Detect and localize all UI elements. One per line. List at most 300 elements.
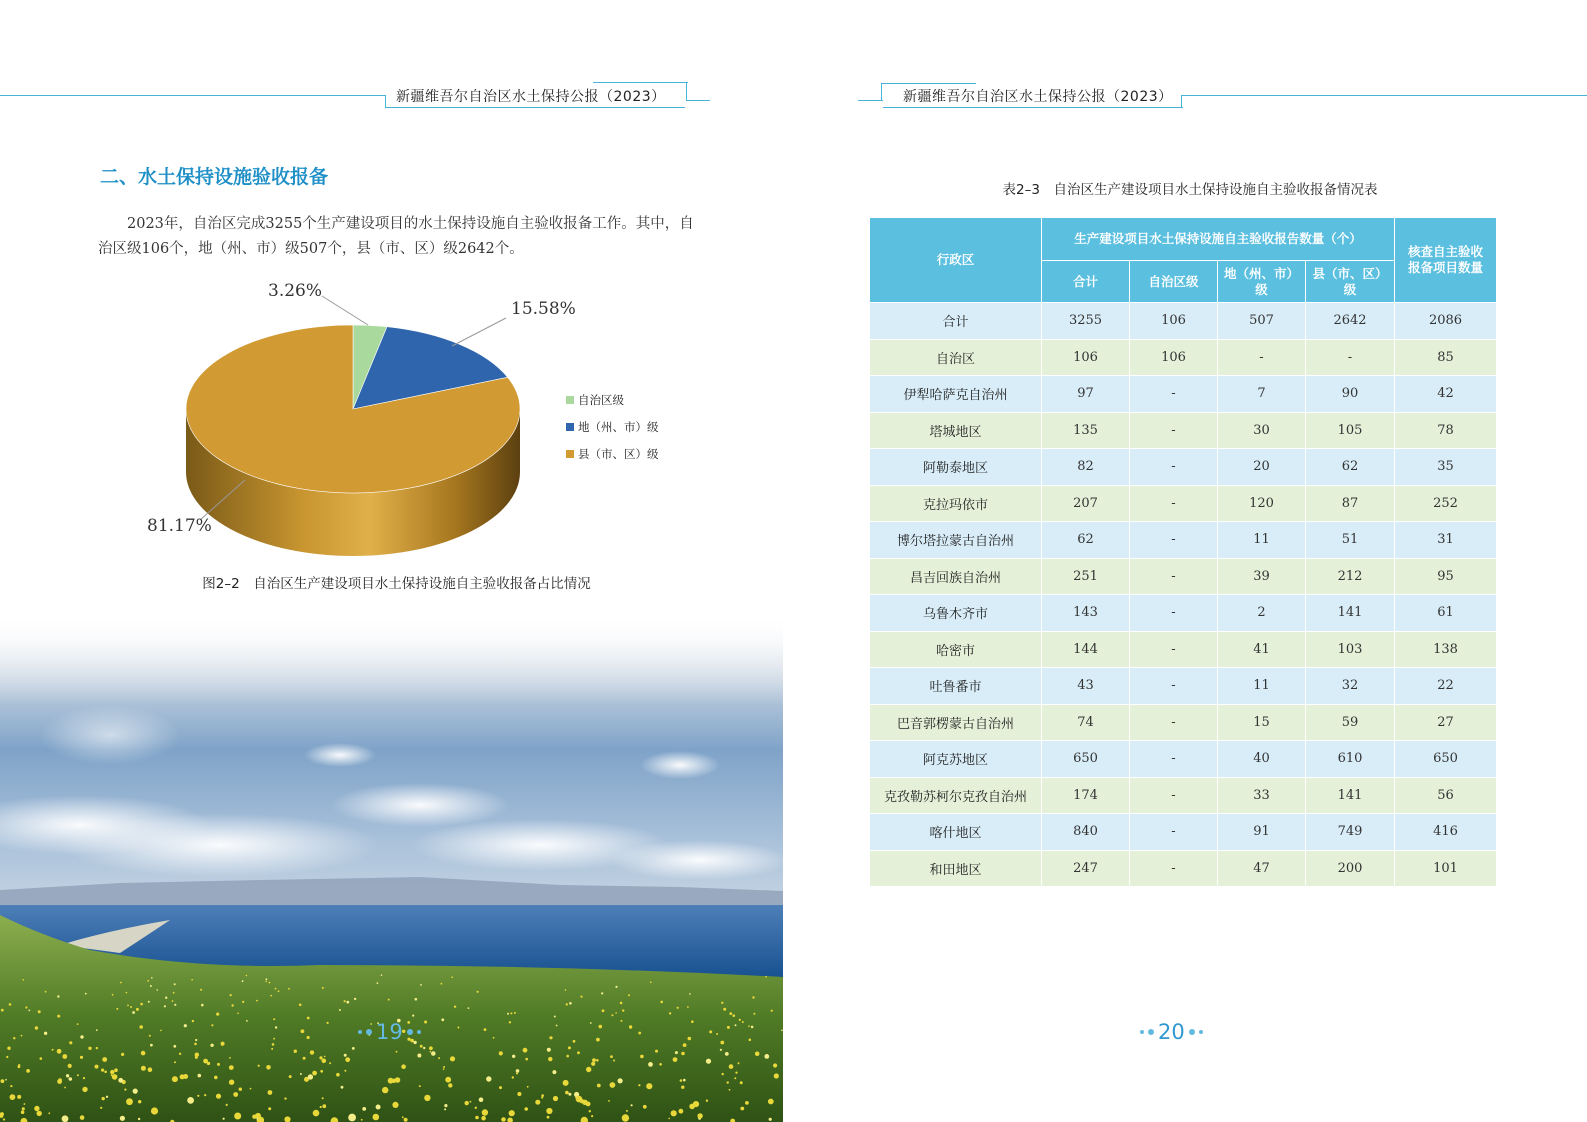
flower	[352, 1047, 355, 1050]
cell-total: 840	[1042, 814, 1130, 851]
flower	[100, 1107, 102, 1109]
flower	[268, 1090, 273, 1095]
cell-total: 207	[1042, 485, 1130, 522]
flower	[303, 1057, 306, 1060]
flower	[512, 1076, 514, 1078]
flower	[195, 1053, 199, 1057]
flower	[631, 1104, 633, 1106]
flower	[310, 1050, 314, 1054]
flower	[231, 1004, 233, 1006]
cell-autonomous: -	[1130, 777, 1218, 814]
header-total: 合计	[1042, 261, 1130, 303]
flower	[580, 996, 582, 998]
flower	[242, 980, 244, 982]
flower	[184, 1024, 187, 1027]
pie-label-county: 81.17%	[147, 516, 212, 536]
flower	[541, 1096, 543, 1098]
flower	[516, 1069, 520, 1073]
table-row	[870, 339, 1497, 376]
table-row	[870, 522, 1497, 559]
flower	[344, 1070, 346, 1072]
flower	[524, 1107, 528, 1111]
flower	[475, 1107, 477, 1109]
flower	[174, 983, 176, 985]
cell-checked: 22	[1395, 668, 1497, 705]
cell-autonomous: -	[1130, 449, 1218, 486]
header-autonomous: 自治区级	[1130, 261, 1218, 303]
flower	[420, 984, 422, 986]
page-number-left	[358, 1020, 421, 1044]
flower	[573, 1040, 576, 1043]
table-row	[870, 485, 1497, 522]
cell-county: 90	[1306, 376, 1395, 413]
flower	[565, 1091, 569, 1095]
cell-autonomous: -	[1130, 631, 1218, 668]
cell-prefecture: 30	[1218, 412, 1306, 449]
cell-total: 74	[1042, 704, 1130, 741]
flower	[668, 1118, 670, 1120]
flower	[256, 1000, 258, 1002]
flower	[525, 1058, 528, 1061]
flower	[216, 1013, 219, 1016]
flower	[689, 1104, 695, 1110]
pie-top	[186, 325, 520, 493]
cell-total: 62	[1042, 522, 1130, 559]
page-number-right	[1140, 1020, 1203, 1044]
flower	[723, 1008, 726, 1011]
flower	[592, 1058, 596, 1062]
header-title: 新疆维吾尔自治区水土保持公报（2023）	[396, 89, 666, 105]
cell-region: 博尔塔拉蒙古自治州	[870, 522, 1042, 559]
flower	[388, 999, 390, 1001]
flower	[568, 1046, 571, 1049]
flower	[322, 1104, 326, 1108]
flower	[412, 1015, 414, 1017]
cell-total: 650	[1042, 741, 1130, 778]
table-row	[870, 412, 1497, 449]
flower	[381, 974, 383, 976]
flower	[289, 1075, 292, 1078]
flower	[37, 1111, 42, 1116]
cell-autonomous: -	[1130, 741, 1218, 778]
flower	[720, 1049, 722, 1051]
flower	[319, 1056, 322, 1059]
flower	[720, 1041, 724, 1045]
flower	[547, 1048, 551, 1052]
flower	[681, 1052, 685, 1056]
flower	[615, 1012, 617, 1014]
cell-total: 106	[1042, 339, 1130, 376]
flower	[272, 1043, 275, 1046]
cell-total: 247	[1042, 850, 1130, 887]
pie-chart	[0, 0, 793, 600]
flower	[373, 1114, 380, 1121]
flower	[774, 1073, 779, 1078]
flower	[23, 979, 25, 981]
flower	[5, 1079, 7, 1081]
flower	[610, 1055, 613, 1058]
cell-county: 749	[1306, 814, 1395, 851]
dot-decoration	[366, 1029, 372, 1035]
cell-region: 阿勒泰地区	[870, 449, 1042, 486]
flower	[481, 1116, 486, 1121]
flower	[733, 1014, 736, 1017]
flower	[270, 995, 272, 997]
flower	[160, 1030, 162, 1032]
header-group: 生产建设项目水土保持设施自主验收报告数量（个）	[1042, 218, 1395, 261]
flower	[198, 1074, 202, 1078]
flower	[275, 1026, 277, 1028]
flower	[675, 1051, 678, 1054]
header-rule	[858, 100, 883, 101]
flower	[230, 994, 232, 996]
cell-prefecture: 33	[1218, 777, 1306, 814]
flower	[68, 1064, 72, 1068]
left-page	[0, 0, 793, 1122]
flower	[345, 1057, 350, 1062]
figure-caption: 图2–2 自治区生产建设项目水土保持设施自主验收报备占比情况	[202, 576, 591, 592]
flower	[150, 1044, 153, 1047]
flower	[22, 1107, 25, 1110]
flower	[57, 1079, 62, 1084]
flower	[527, 1086, 529, 1088]
cell-checked: 101	[1395, 850, 1497, 887]
cell-checked: 31	[1395, 522, 1497, 559]
flower	[706, 1059, 711, 1064]
cell-county: 51	[1306, 522, 1395, 559]
cell-checked: 2086	[1395, 303, 1497, 340]
flower	[62, 1054, 67, 1059]
flower	[344, 1000, 346, 1002]
flower	[755, 1052, 760, 1057]
flower	[510, 1012, 512, 1014]
cell-checked: 252	[1395, 485, 1497, 522]
flower	[204, 1094, 206, 1096]
flower	[601, 992, 603, 994]
flower	[382, 1087, 388, 1093]
flower	[424, 1095, 430, 1101]
flower	[429, 1046, 433, 1050]
flower	[6, 1056, 8, 1058]
flower	[288, 988, 290, 990]
flower	[443, 1066, 445, 1068]
flower	[553, 1096, 558, 1101]
flower	[221, 1042, 225, 1046]
flower	[629, 1025, 632, 1028]
legend-item	[566, 440, 659, 467]
flower	[120, 982, 122, 984]
legend-label: 县（市、区）级	[578, 446, 659, 461]
flower	[192, 1020, 194, 1022]
cell-prefecture: -	[1218, 339, 1306, 376]
flower	[590, 1022, 592, 1024]
table-row	[870, 814, 1497, 851]
cell-checked: 95	[1395, 558, 1497, 595]
flower	[424, 1021, 427, 1024]
flower	[499, 1051, 503, 1055]
flower	[751, 1026, 754, 1029]
flower	[25, 1006, 27, 1008]
flower	[586, 1067, 591, 1072]
flower	[591, 1062, 595, 1066]
flower	[344, 1054, 347, 1057]
flower	[324, 1056, 326, 1058]
cell-county: 141	[1306, 777, 1395, 814]
flower	[554, 1016, 556, 1018]
cell-total: 143	[1042, 595, 1130, 632]
flower	[546, 1108, 552, 1114]
flower	[566, 1003, 568, 1005]
flower	[650, 981, 652, 983]
flower	[229, 1065, 234, 1070]
cell-county: 103	[1306, 631, 1395, 668]
header-prefecture: 地（州、市）级	[1218, 261, 1306, 303]
pie-label-prefecture: 15.58%	[511, 299, 576, 319]
flower	[322, 1097, 324, 1099]
flower	[660, 1001, 663, 1004]
cell-autonomous: -	[1130, 522, 1218, 559]
table-row	[870, 704, 1497, 741]
page-number: 19	[376, 1020, 403, 1044]
flower	[638, 1032, 641, 1035]
flower	[392, 1079, 396, 1083]
flower	[174, 1004, 176, 1006]
cell-checked: 138	[1395, 631, 1497, 668]
dot-decoration	[417, 1030, 421, 1034]
flower	[622, 1114, 629, 1121]
flower	[273, 1018, 275, 1020]
flower	[191, 979, 193, 981]
flower	[148, 1067, 153, 1072]
flower	[13, 1037, 15, 1039]
table-row	[870, 595, 1497, 632]
cell-prefecture: 47	[1218, 850, 1306, 887]
legend-swatch	[566, 396, 574, 404]
flower	[341, 1086, 344, 1089]
flower	[643, 1105, 647, 1109]
flower	[568, 1093, 571, 1096]
flower	[138, 1100, 141, 1103]
cell-county: 105	[1306, 412, 1395, 449]
acceptance-table	[869, 217, 1497, 887]
flower	[640, 1055, 644, 1059]
flower	[691, 1020, 694, 1023]
flower	[180, 1074, 185, 1079]
flower	[618, 1078, 623, 1083]
flower	[48, 1112, 50, 1114]
flower	[217, 1063, 220, 1066]
flower	[626, 1110, 628, 1112]
flower	[197, 1095, 199, 1097]
cell-prefecture: 7	[1218, 376, 1306, 413]
legend-swatch	[566, 423, 574, 431]
flower	[210, 1044, 213, 1047]
flower	[69, 1041, 72, 1044]
cell-checked: 78	[1395, 412, 1497, 449]
flower	[77, 1074, 79, 1076]
flower	[44, 1032, 47, 1035]
flower	[111, 1074, 113, 1076]
flower	[729, 1012, 732, 1015]
flower	[130, 1006, 132, 1008]
flower	[655, 1050, 658, 1053]
flower	[669, 1012, 671, 1014]
flower	[419, 1085, 421, 1087]
flower	[64, 1087, 66, 1089]
flower	[611, 1014, 613, 1016]
flower	[273, 1038, 275, 1040]
cell-region: 喀什地区	[870, 814, 1042, 851]
flower	[468, 1007, 470, 1009]
flower	[448, 1083, 452, 1087]
flower	[10, 1085, 12, 1087]
flower	[423, 1047, 425, 1049]
flower	[57, 1015, 60, 1018]
flower	[735, 1024, 737, 1026]
flower	[35, 1026, 38, 1029]
flower	[294, 1050, 297, 1053]
flower	[438, 1057, 440, 1059]
flower	[608, 1100, 610, 1102]
flower	[589, 1110, 591, 1112]
flower	[599, 1025, 603, 1029]
cell-county: 212	[1306, 558, 1395, 595]
cell-total: 82	[1042, 449, 1130, 486]
cell-region: 克孜勒苏柯尔克孜自治州	[870, 777, 1042, 814]
flower	[52, 1049, 54, 1051]
flower	[556, 1025, 558, 1027]
flower	[689, 993, 691, 995]
table-row	[870, 850, 1497, 887]
flower	[565, 989, 567, 991]
flower	[392, 1102, 398, 1108]
body-paragraph: 2023年，自治区完成3255个生产建设项目的水土保持设施自主验收报备工作。其中，自治区级106个，地（州、市）级507个，县（市、区）级2642个。	[98, 216, 694, 257]
flower	[420, 1045, 423, 1048]
cell-total: 43	[1042, 668, 1130, 705]
cell-total: 144	[1042, 631, 1130, 668]
flower	[482, 1109, 488, 1115]
flower	[563, 1080, 569, 1086]
cell-region: 乌鲁木齐市	[870, 595, 1042, 632]
header-checked: 核查自主验收报备项目数量	[1395, 218, 1497, 303]
cell-checked: 35	[1395, 449, 1497, 486]
flower	[444, 1104, 447, 1107]
flower	[740, 1107, 744, 1111]
table-row	[870, 777, 1497, 814]
flower	[120, 1116, 125, 1121]
flower	[148, 1001, 150, 1003]
flower	[749, 1039, 752, 1042]
cell-autonomous: 106	[1130, 303, 1218, 340]
flower	[62, 1115, 69, 1122]
flower	[133, 1089, 138, 1094]
flower	[284, 1097, 286, 1099]
flower	[233, 1092, 238, 1097]
flower	[709, 1030, 712, 1033]
flower	[734, 1077, 736, 1079]
flower	[258, 1065, 260, 1067]
section-title: 二、水土保持设施验收报备	[100, 166, 329, 188]
cell-county: 59	[1306, 704, 1395, 741]
flower	[136, 1008, 139, 1011]
cell-prefecture: 39	[1218, 558, 1306, 595]
flower	[683, 1079, 686, 1082]
landscape-photo	[0, 615, 783, 1122]
dot-decoration	[1148, 1029, 1154, 1035]
flower	[516, 1073, 518, 1075]
flower	[300, 1073, 302, 1075]
flower	[362, 1107, 366, 1111]
flower	[269, 982, 271, 984]
flower	[465, 1101, 469, 1105]
flower	[509, 1110, 515, 1116]
header-frame	[881, 83, 882, 101]
flower	[82, 1087, 87, 1092]
cell-prefecture: 11	[1218, 668, 1306, 705]
flower	[242, 1001, 244, 1003]
flower	[114, 1068, 118, 1072]
cell-autonomous: -	[1130, 485, 1218, 522]
flower	[66, 1074, 69, 1077]
cell-checked: 416	[1395, 814, 1497, 851]
flower	[226, 1104, 228, 1106]
flower	[106, 1096, 108, 1098]
flower	[648, 1062, 653, 1067]
flower	[346, 1001, 349, 1004]
flower	[132, 1011, 135, 1014]
cell-total: 97	[1042, 376, 1130, 413]
flower	[141, 1066, 146, 1071]
flower	[77, 1023, 79, 1025]
flower	[725, 1052, 729, 1056]
cell-total: 135	[1042, 412, 1130, 449]
flower	[21, 1110, 25, 1114]
header-frame	[1181, 95, 1182, 107]
dot-decoration	[358, 1030, 362, 1034]
flower	[200, 989, 202, 991]
cell-autonomous: -	[1130, 668, 1218, 705]
flower	[173, 992, 175, 994]
flower	[28, 1010, 30, 1012]
flower	[687, 1006, 689, 1008]
flower	[179, 1053, 181, 1055]
flower	[547, 1116, 550, 1119]
flower	[57, 995, 59, 997]
flower	[24, 1103, 26, 1105]
flower	[150, 985, 152, 987]
cell-prefecture: 120	[1218, 485, 1306, 522]
flower	[26, 1069, 30, 1073]
flower	[57, 1049, 62, 1054]
flower	[275, 988, 277, 990]
flower	[677, 1007, 679, 1009]
flower	[577, 1051, 580, 1054]
flower	[116, 1008, 118, 1010]
cell-checked: 85	[1395, 339, 1497, 376]
header-underline	[883, 107, 1183, 108]
flower	[112, 1074, 118, 1080]
flower	[18, 1064, 20, 1066]
flower	[102, 1057, 107, 1062]
flower	[127, 1005, 129, 1007]
flower	[101, 1069, 104, 1072]
flower	[308, 1074, 313, 1079]
flower	[151, 1107, 158, 1114]
table-row	[870, 558, 1497, 595]
flower	[681, 1086, 684, 1089]
cell-prefecture: 91	[1218, 814, 1306, 851]
flower	[69, 1077, 73, 1081]
